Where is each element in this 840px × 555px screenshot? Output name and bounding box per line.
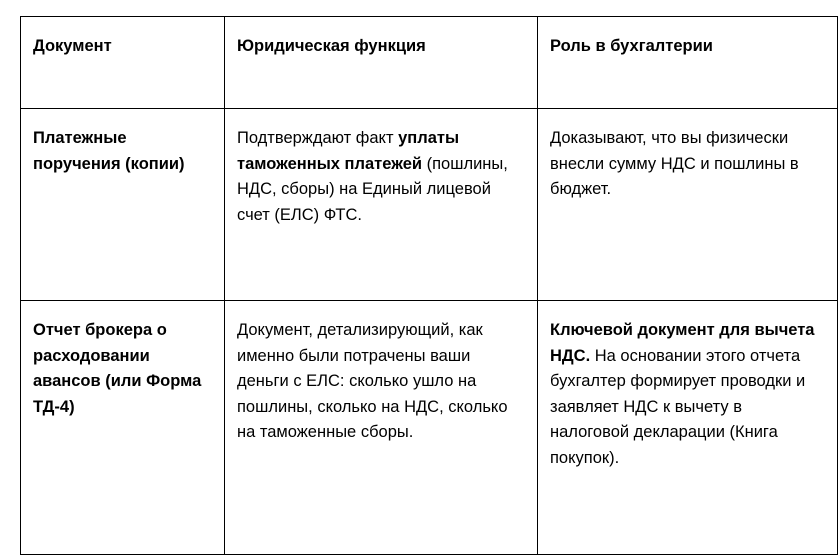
header-accounting-role: Роль в бухгалтерии: [538, 17, 838, 109]
legal-text-end: (пошлины, НДС, сборы) на Единый лицевой счет (ЕЛС) ФТС.: [237, 154, 508, 224]
role-emphasis: Ключевой документ для вычета НДС.: [550, 321, 815, 365]
document-table: [20, 16, 838, 555]
cell-document: Платежные поручения (копии): [21, 109, 225, 301]
table-row: [21, 109, 838, 301]
cell-accounting-role: [538, 109, 838, 301]
role-text: Доказывают, что вы физически внесли сумму НДС и пошлины в бюджет.: [550, 129, 799, 198]
legal-text: Документ, детализирующий, как именно были потрачены ваши деньги с ЕЛС: сколько ушло на пошлины, сколько на НДС, сколько на таможенные сборы.: [237, 321, 508, 441]
cell-legal-function: [225, 109, 538, 301]
legal-text: Подтверждают факт: [237, 129, 399, 147]
cell-document: Отчет брокера о расходовании авансов (или Форма ТД-4): [21, 301, 225, 555]
role-text: На основании этого отчета бухгалтер формирует проводки и заявляет НДС к вычету в налоговой декларации (Книга покупок).: [550, 346, 806, 467]
table-row: [21, 301, 838, 555]
header-legal-function: Юридическая функция: [225, 17, 538, 109]
legal-emphasis: уплаты таможенных платежей: [237, 129, 460, 173]
cell-accounting-role: [538, 301, 838, 555]
header-document: Документ: [21, 17, 225, 109]
table-header-row: [21, 17, 838, 109]
cell-legal-function: [225, 301, 538, 555]
